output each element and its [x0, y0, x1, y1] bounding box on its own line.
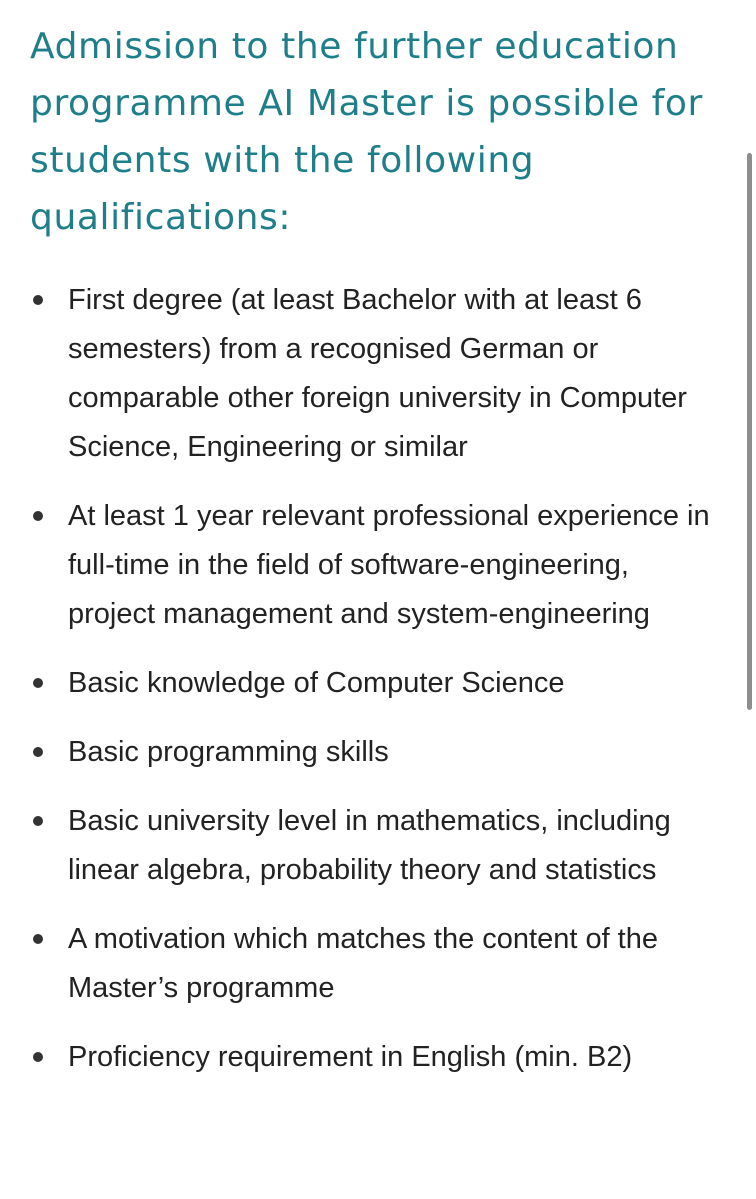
bullet-icon: [33, 934, 43, 944]
bullet-icon: [33, 511, 43, 521]
requirement-text: Basic knowledge of Computer Science: [68, 667, 565, 699]
requirement-text: Basic university level in mathematics, including linear algebra, probability theory and statistics: [68, 805, 671, 886]
bullet-icon: [33, 295, 43, 305]
requirements-list: [30, 276, 716, 1082]
admission-heading: Admission to the further education programme AI Master is possible for students with the following qualifications:: [30, 26, 703, 238]
list-item: [30, 728, 716, 777]
bullet-icon: [33, 816, 43, 826]
requirement-text: At least 1 year relevant professional experience in full-time in the field of software-engineering, project management and system-engineering: [68, 500, 710, 630]
list-item: [30, 276, 716, 472]
list-item: [30, 492, 716, 639]
requirement-text: Basic programming skills: [68, 736, 389, 768]
list-item: [30, 659, 716, 708]
bullet-icon: [33, 747, 43, 757]
bullet-icon: [33, 678, 43, 688]
bullet-icon: [33, 1052, 43, 1062]
requirement-text: First degree (at least Bachelor with at least 6 semesters) from a recognised German or comparable other foreign university in Computer Science, Engineering or similar: [68, 284, 687, 463]
list-item: [30, 797, 716, 895]
list-item: [30, 1033, 716, 1082]
vertical-scrollbar[interactable]: [747, 153, 752, 710]
requirement-text: A motivation which matches the content of the Master’s programme: [68, 923, 658, 1004]
list-item: [30, 915, 716, 1013]
requirement-text: Proficiency requirement in English (min. B2): [68, 1041, 633, 1073]
